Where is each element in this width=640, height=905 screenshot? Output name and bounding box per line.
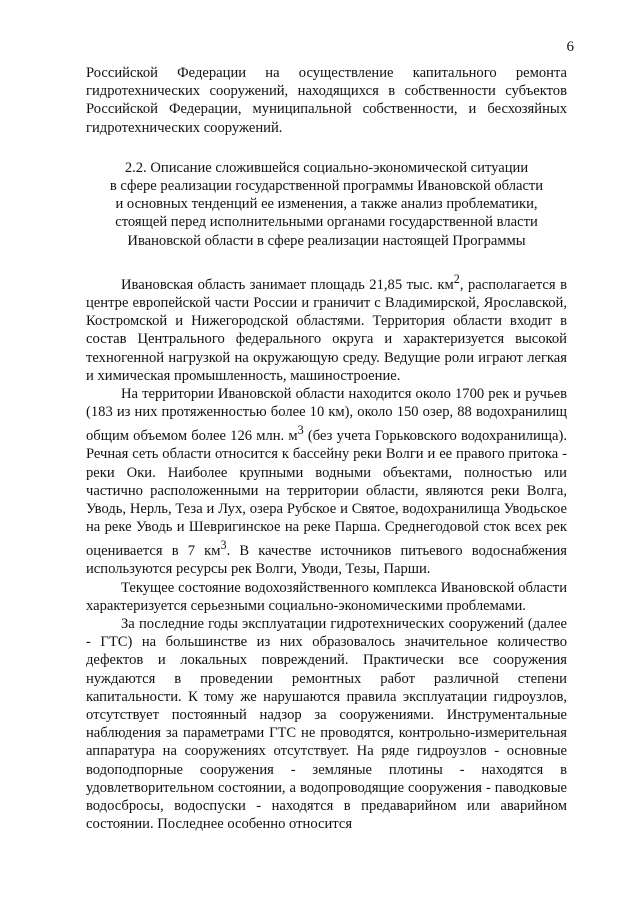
section-heading-line: стоящей перед исполнительными органами государственной власти [115, 214, 538, 231]
section-heading-line: и основных тенденций ее изменения, а также анализ проблематики, [115, 196, 538, 213]
area-paragraph [86, 270, 567, 385]
current-state-paragraph: Текущее состояние водохозяйственного комплекса Ивановской области характеризуется серьезными социально-экономическими проблемами. [86, 579, 567, 614]
section-heading-line: 2.2. Описание сложившейся социально-экономической ситуации [124, 159, 529, 176]
water-text-part1: На территории Ивановской области находится около 1700 рек и ручьев (183 из них протяженностью более 10 км), около 150 озер, 88 водохранилищ общим объемом более 126 млн. м [86, 385, 567, 445]
intro-paragraph: Российской Федерации на осуществление капитального ремонта гидротехнических сооружений, находящихся в собственности субъектов Российской Федерации, муниципальной собственности, и бесхозяйных гидротехнических сооружений. [86, 65, 567, 136]
section-heading-line: Ивановской области в сфере реализации настоящей Программы [127, 232, 526, 249]
section-heading-line: в сфере реализации государственной программы Ивановской области [109, 178, 544, 195]
area-superscript: 2 [453, 271, 460, 286]
page-content [86, 64, 567, 834]
water-text-part3: . В качестве источников питьевого водоснабжения используются ресурсы рек Волги, Уводи, Тезы, Парши. [86, 543, 568, 578]
water-text-part2: (без учета Горьковского водохранилища). Речная сеть области относится к бассейну реки Волги и ее правого притока - реки Оки. Наиболее крупными водными объектами, полностью или частично расположенными на территории области, являются реки Волга, Уводь, Нерль, Теза и Лух, озера Рубское и Святое, водохранилища Уводьское на реке Уводь и Шевригинское на реке Парша. Среднегодовой сток всех рек оценивается в 7 км [86, 428, 567, 560]
area-text: Ивановская область занимает площадь 21,85 тыс. км [121, 276, 454, 293]
page-number: 6 [566, 39, 574, 55]
section-heading [86, 159, 567, 250]
water-resources-paragraph [86, 385, 567, 579]
area-text-continued: , располагается в центре европейской части России и граничит с Владимирской, Ярославской, Костромской и Нижегородской областями. Территория области входит в состав Центрального федерального округа и характеризуется высокой техногенной нагрузкой на окружающую среду. Ведущие роли играют легкая и химическая промышленность, машиностроение. [86, 276, 567, 384]
water-superscript-2: 3 [220, 538, 227, 553]
water-superscript-1: 3 [297, 423, 304, 438]
hydrotechnical-structures-paragraph: За последние годы эксплуатации гидротехнических сооружений (далее - ГТС) на большинстве из них образовалось значительное количество дефектов и локальных повреждений. Практически все сооружения нуждаются в проведении ремонтных работ различной степени капитальности. К тому же нарушаются правила эксплуатации гидроузлов, отсутствует постоянный надзор за сооружениями. Инструментальные наблюдения за параметрами ГТС не проводятся, контрольно-измерительная аппаратура на сооружениях отсутствует. На ряде гидроузлов - основные водоподпорные сооружения - земляные плотины - находятся в удовлетворительном состоянии, а водопроводящие сооружения - паводковые водосбросы, водоспуски - находятся в предаварийном или аварийном состоянии. Последнее особенно относится [86, 616, 567, 833]
